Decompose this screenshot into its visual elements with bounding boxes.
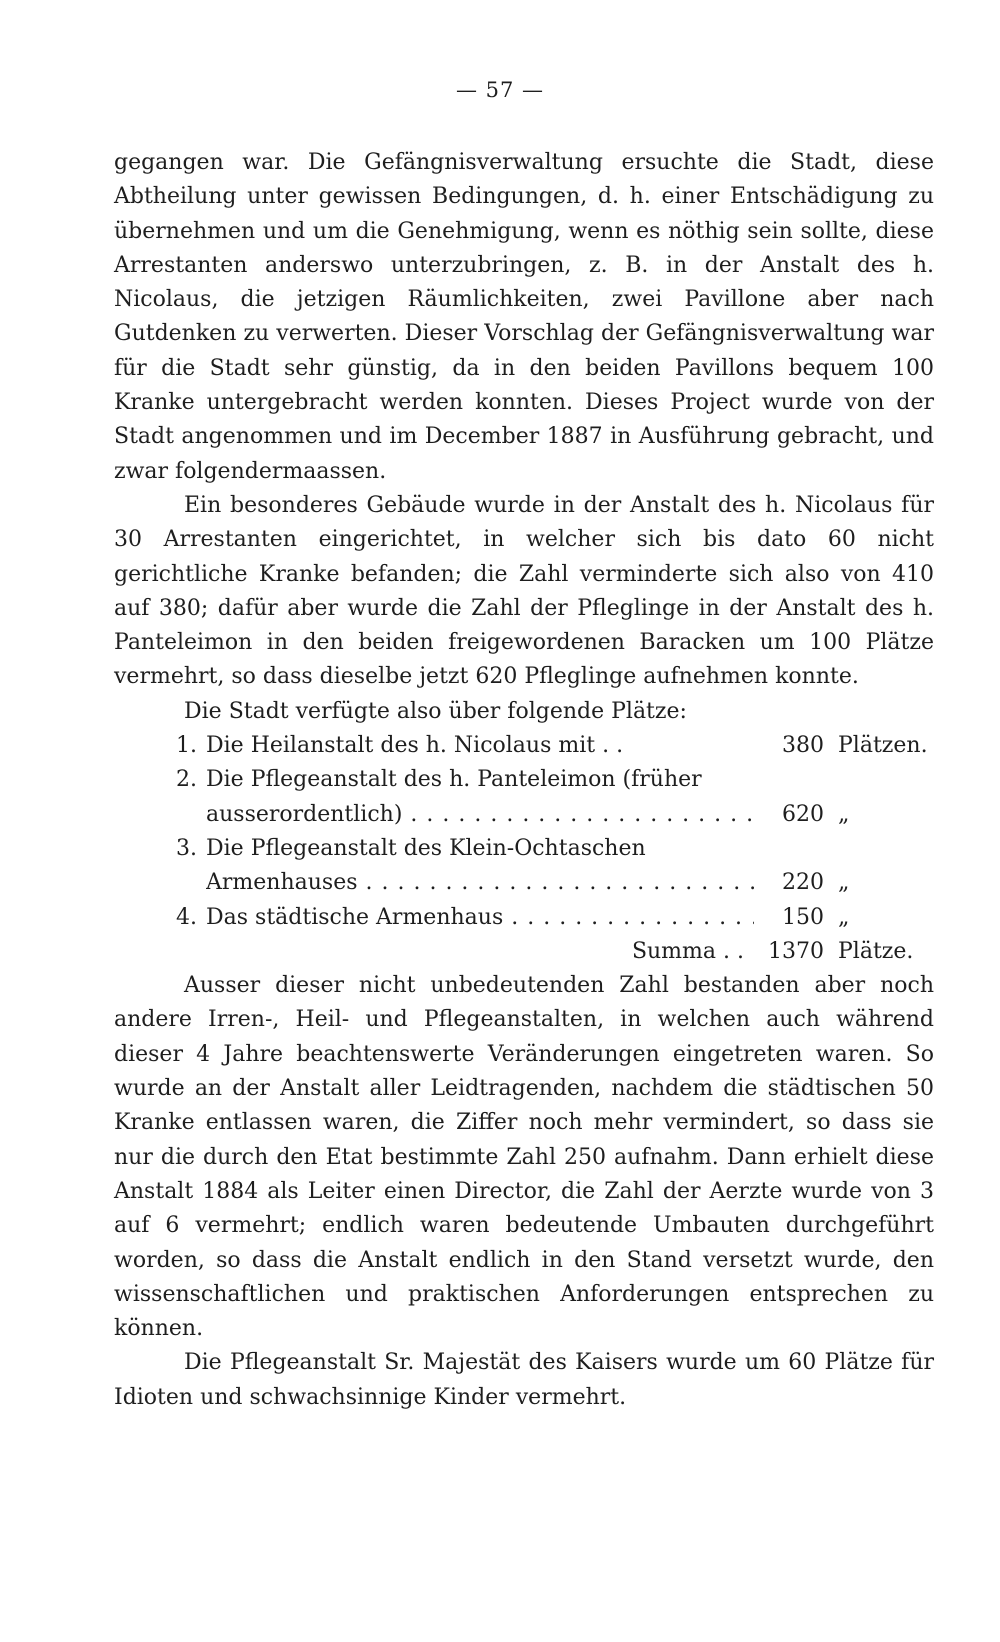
paragraph-3: Die Stadt verfügte also über folgende Plätze: (184, 698, 687, 724)
list-total: Summa . . 1370 Plätze. (631, 938, 914, 964)
list-item-3-continuation: Armenhauses . . . 220 „ (114, 866, 934, 900)
paragraph-2: Ein besonderes Gebäude wurde in der Anstalt des h. Nicolaus für 30 Arrestanten eingerichtet, in welcher sich bis dato 60 nicht gerichtliche Kranke befanden; die Zahl verminderte sich also von 410 auf 380; dafür aber wurde die Zahl der Pfleglinge in der Anstalt des h. Panteleimon in den beiden freigewordenen Baracken um 100 Plätze vermehrt, so dass dieselbe jetzt 620 Pfleglinge aufnehmen konnte. (114, 492, 934, 690)
list-item-2-continuation: ausserordentlich) . . . 620 „ (114, 798, 934, 832)
list-item-1: 1. Die Heilanstalt des h. Nicolaus mit . . 380 Plätzen. (176, 733, 928, 759)
page-number: — 57 — (455, 78, 545, 102)
list-item-2: 2. Die Pflegeanstalt des h. Panteleimon (früher (176, 767, 702, 793)
paragraph-5: Die Pflegeanstalt Sr. Majestät des Kaisers wurde um 60 Plätze für Idioten und schwachsinnige Kinder vermehrt. (114, 1350, 934, 1410)
places-list (114, 729, 934, 969)
paragraph-4: Ausser dieser nicht unbedeutenden Zahl bestanden aber noch andere Irren-, Heil- und Pflegeanstalten, in welchen auch während dieser 4 Jahre beachtenswerte Veränderungen eingetreten waren. So wurde an der Anstalt aller Leidtragenden, nachdem die städtischen 50 Kranke entlassen waren, die Ziffer noch mehr vermindert, so dass sie nur die durch den Etat bestimmte Zahl 250 aufnahm. Dann erhielt diese Anstalt 1884 als Leiter einen Director, die Zahl der Aerzte wurde von 3 auf 6 vermehrt; endlich waren bedeutende Umbauten durchgeführt worden, so dass die Anstalt endlich in den Stand versetzt wurde, den wissenschaftlichen und praktischen Anforderungen entsprechen zu können. (114, 973, 934, 1342)
page-body (114, 146, 934, 1415)
list-item-4: 4. Das städtische Armenhaus . . . 150 „ (114, 901, 934, 935)
list-item-3: 3. Die Pflegeanstalt des Klein-Ochtaschen (176, 835, 646, 861)
paragraph-1: gegangen war. Die Gefängnisverwaltung ersuchte die Stadt, diese Abtheilung unter gewissen Bedingungen, d. h. einer Entschädigung zu übernehmen und um die Genehmigung, wenn es nöthig sein sollte, diese Arrestanten anderswo unterzubringen, z. B. in der Anstalt des h. Nicolaus, die jetzigen Räumlichkeiten, zwei Pavillone aber nach Gutdenken zu verwerten. Dieser Vorschlag der Gefängnisverwaltung war für die Stadt sehr günstig, da in den beiden Pavillons bequem 100 Kranke untergebracht werden konnten. Dieses Project wurde von der Stadt angenommen und im December 1887 in Ausführung gebracht, und zwar folgendermaassen. (114, 150, 934, 484)
